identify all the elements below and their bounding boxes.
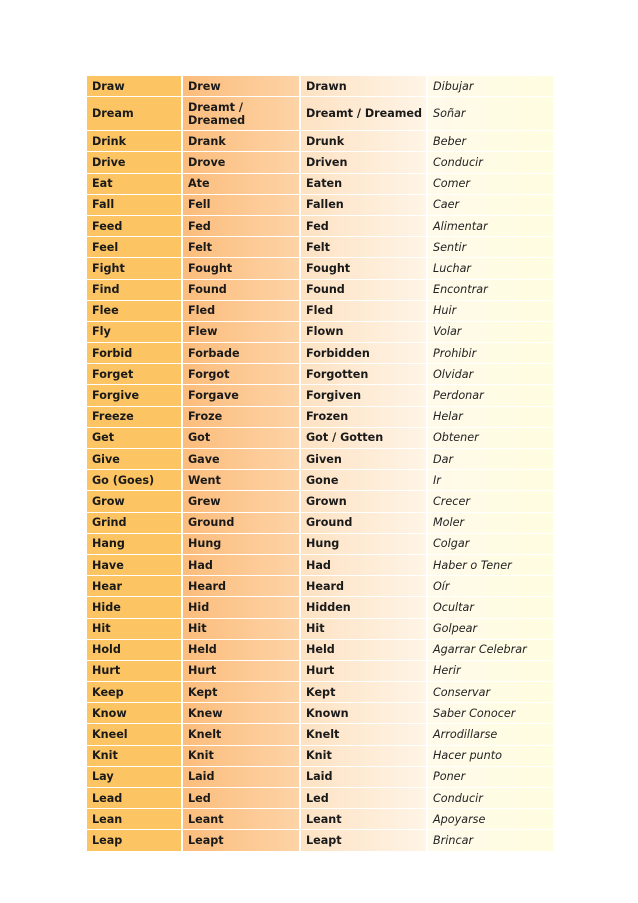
table-row: [87, 724, 553, 745]
verb-past-cell: Leant: [182, 809, 300, 830]
verb-spanish-cell: Conducir: [427, 788, 553, 809]
verb-past-cell: Drank: [182, 131, 300, 152]
verb-base-cell: Lay: [87, 766, 182, 787]
verb-participle-cell: Leant: [300, 809, 427, 830]
verb-participle-cell: Eaten: [300, 173, 427, 194]
table-row: [87, 809, 553, 830]
verb-past-cell: Gave: [182, 449, 300, 470]
table-row: [87, 660, 553, 681]
verb-participle-cell: Fled: [300, 300, 427, 321]
verb-spanish-cell: Apoyarse: [427, 809, 553, 830]
verb-spanish-cell: Haber o Tener: [427, 554, 553, 575]
verb-past-cell: Held: [182, 639, 300, 660]
verb-past-cell: Dreamt / Dreamed: [182, 97, 300, 131]
verb-participle-cell: Frozen: [300, 406, 427, 427]
table-row: [87, 321, 553, 342]
verb-spanish-cell: Conducir: [427, 152, 553, 173]
verb-base-cell: Fall: [87, 194, 182, 215]
table-row: [87, 639, 553, 660]
verb-participle-cell: Hidden: [300, 597, 427, 618]
verb-past-cell: Found: [182, 279, 300, 300]
verb-base-cell: Dream: [87, 97, 182, 131]
verb-past-cell: Fought: [182, 258, 300, 279]
verb-spanish-cell: Hacer punto: [427, 745, 553, 766]
verb-past-cell: Fled: [182, 300, 300, 321]
table-row: [87, 449, 553, 470]
table-row: [87, 682, 553, 703]
verb-participle-cell: Drawn: [300, 76, 427, 97]
verb-base-cell: Draw: [87, 76, 182, 97]
verb-base-cell: Lead: [87, 788, 182, 809]
verb-past-cell: Felt: [182, 237, 300, 258]
verb-spanish-cell: Agarrar Celebrar: [427, 639, 553, 660]
verb-participle-cell: Hung: [300, 533, 427, 554]
verb-past-cell: Ate: [182, 173, 300, 194]
verb-participle-cell: Held: [300, 639, 427, 660]
verb-spanish-cell: Olvidar: [427, 364, 553, 385]
verb-spanish-cell: Luchar: [427, 258, 553, 279]
verb-participle-cell: Flown: [300, 321, 427, 342]
verb-base-cell: Forget: [87, 364, 182, 385]
verb-base-cell: Hang: [87, 533, 182, 554]
table-row: [87, 788, 553, 809]
verb-past-cell: Heard: [182, 576, 300, 597]
table-row: [87, 554, 553, 575]
verb-participle-cell: Driven: [300, 152, 427, 173]
table-row: [87, 512, 553, 533]
verb-spanish-cell: Colgar: [427, 533, 553, 554]
verb-past-cell: Forgave: [182, 385, 300, 406]
verb-spanish-cell: Moler: [427, 512, 553, 533]
verb-participle-cell: Forgiven: [300, 385, 427, 406]
verb-participle-cell: Ground: [300, 512, 427, 533]
verb-spanish-cell: Encontrar: [427, 279, 553, 300]
verb-base-cell: Fly: [87, 321, 182, 342]
verb-spanish-cell: Dar: [427, 449, 553, 470]
verb-participle-cell: Fought: [300, 258, 427, 279]
table-row: [87, 618, 553, 639]
verb-spanish-cell: Poner: [427, 766, 553, 787]
verb-participle-cell: Known: [300, 703, 427, 724]
verb-past-cell: Hurt: [182, 660, 300, 681]
table-row: [87, 427, 553, 448]
verb-base-cell: Eat: [87, 173, 182, 194]
verb-past-cell: Grew: [182, 491, 300, 512]
verb-spanish-cell: Alimentar: [427, 215, 553, 236]
table-row: [87, 597, 553, 618]
table-row: [87, 406, 553, 427]
verb-spanish-cell: Ocultar: [427, 597, 553, 618]
verb-past-cell: Drove: [182, 152, 300, 173]
verb-spanish-cell: Brincar: [427, 830, 553, 851]
table-row: [87, 766, 553, 787]
verb-base-cell: Grow: [87, 491, 182, 512]
verb-base-cell: Kneel: [87, 724, 182, 745]
verb-participle-cell: Forgotten: [300, 364, 427, 385]
verb-base-cell: Forgive: [87, 385, 182, 406]
verb-base-cell: Go (Goes): [87, 470, 182, 491]
verb-base-cell: Knit: [87, 745, 182, 766]
verb-participle-cell: Led: [300, 788, 427, 809]
verb-base-cell: Give: [87, 449, 182, 470]
verb-past-cell: Ground: [182, 512, 300, 533]
verb-participle-cell: Found: [300, 279, 427, 300]
verb-participle-cell: Knit: [300, 745, 427, 766]
verbs-table-body: [87, 76, 553, 851]
verb-spanish-cell: Huir: [427, 300, 553, 321]
verb-spanish-cell: Prohibir: [427, 343, 553, 364]
verb-participle-cell: Grown: [300, 491, 427, 512]
verb-spanish-cell: Conservar: [427, 682, 553, 703]
verb-spanish-cell: Arrodillarse: [427, 724, 553, 745]
table-row: [87, 745, 553, 766]
verb-participle-cell: Hit: [300, 618, 427, 639]
verb-base-cell: Hold: [87, 639, 182, 660]
table-row: [87, 279, 553, 300]
verb-spanish-cell: Oír: [427, 576, 553, 597]
verb-base-cell: Leap: [87, 830, 182, 851]
verb-past-cell: Fed: [182, 215, 300, 236]
verb-past-cell: Knelt: [182, 724, 300, 745]
verb-spanish-cell: Crecer: [427, 491, 553, 512]
verb-past-cell: Had: [182, 554, 300, 575]
verb-past-cell: Fell: [182, 194, 300, 215]
verb-spanish-cell: Beber: [427, 131, 553, 152]
table-row: [87, 343, 553, 364]
verb-participle-cell: Drunk: [300, 131, 427, 152]
verb-spanish-cell: Comer: [427, 173, 553, 194]
verb-past-cell: Laid: [182, 766, 300, 787]
table-row: [87, 194, 553, 215]
table-row: [87, 470, 553, 491]
table-row: [87, 215, 553, 236]
table-row: [87, 576, 553, 597]
verb-spanish-cell: Golpear: [427, 618, 553, 639]
verb-past-cell: Led: [182, 788, 300, 809]
table-row: [87, 237, 553, 258]
verb-participle-cell: Given: [300, 449, 427, 470]
verb-participle-cell: Heard: [300, 576, 427, 597]
verb-base-cell: Hit: [87, 618, 182, 639]
verb-base-cell: Hide: [87, 597, 182, 618]
verb-past-cell: Forgot: [182, 364, 300, 385]
verb-participle-cell: Hurt: [300, 660, 427, 681]
table-row: [87, 364, 553, 385]
verb-spanish-cell: Herir: [427, 660, 553, 681]
table-row: [87, 385, 553, 406]
verb-base-cell: Fight: [87, 258, 182, 279]
verb-participle-cell: Fed: [300, 215, 427, 236]
verb-base-cell: Drink: [87, 131, 182, 152]
verb-spanish-cell: Dibujar: [427, 76, 553, 97]
verb-participle-cell: Knelt: [300, 724, 427, 745]
verb-participle-cell: Had: [300, 554, 427, 575]
table-row: [87, 131, 553, 152]
verb-past-cell: Forbade: [182, 343, 300, 364]
verb-base-cell: Have: [87, 554, 182, 575]
verb-base-cell: Feed: [87, 215, 182, 236]
verb-participle-cell: Felt: [300, 237, 427, 258]
table-row: [87, 533, 553, 554]
verb-past-cell: Drew: [182, 76, 300, 97]
table-row: [87, 258, 553, 279]
verb-base-cell: Forbid: [87, 343, 182, 364]
verb-past-cell: Got: [182, 427, 300, 448]
verb-base-cell: Get: [87, 427, 182, 448]
verb-spanish-cell: Sentir: [427, 237, 553, 258]
verb-spanish-cell: Helar: [427, 406, 553, 427]
verb-past-cell: Went: [182, 470, 300, 491]
verb-base-cell: Feel: [87, 237, 182, 258]
verb-past-cell: Flew: [182, 321, 300, 342]
verb-base-cell: Freeze: [87, 406, 182, 427]
verb-participle-cell: Dreamt / Dreamed: [300, 97, 427, 131]
table-row: [87, 703, 553, 724]
table-row: [87, 97, 553, 131]
verb-base-cell: Know: [87, 703, 182, 724]
verb-base-cell: Grind: [87, 512, 182, 533]
irregular-verbs-table: [87, 76, 553, 852]
verb-spanish-cell: Perdonar: [427, 385, 553, 406]
verb-spanish-cell: Ir: [427, 470, 553, 491]
verb-past-cell: Knit: [182, 745, 300, 766]
verb-spanish-cell: Obtener: [427, 427, 553, 448]
verb-spanish-cell: Volar: [427, 321, 553, 342]
verb-spanish-cell: Soñar: [427, 97, 553, 131]
verb-base-cell: Keep: [87, 682, 182, 703]
table-row: [87, 152, 553, 173]
verb-participle-cell: Gone: [300, 470, 427, 491]
verb-participle-cell: Fallen: [300, 194, 427, 215]
table-row: [87, 300, 553, 321]
verb-participle-cell: Forbidden: [300, 343, 427, 364]
verb-base-cell: Lean: [87, 809, 182, 830]
verb-participle-cell: Kept: [300, 682, 427, 703]
verb-base-cell: Hear: [87, 576, 182, 597]
verb-past-cell: Kept: [182, 682, 300, 703]
verb-base-cell: Drive: [87, 152, 182, 173]
verb-past-cell: Hid: [182, 597, 300, 618]
verb-spanish-cell: Caer: [427, 194, 553, 215]
table-row: [87, 173, 553, 194]
verb-spanish-cell: Saber Conocer: [427, 703, 553, 724]
verb-base-cell: Flee: [87, 300, 182, 321]
verb-base-cell: Find: [87, 279, 182, 300]
verb-participle-cell: Got / Gotten: [300, 427, 427, 448]
table-row: [87, 491, 553, 512]
verb-base-cell: Hurt: [87, 660, 182, 681]
table-row: [87, 830, 553, 851]
verb-past-cell: Hit: [182, 618, 300, 639]
verb-past-cell: Knew: [182, 703, 300, 724]
verb-past-cell: Leapt: [182, 830, 300, 851]
verb-past-cell: Hung: [182, 533, 300, 554]
verb-participle-cell: Leapt: [300, 830, 427, 851]
verb-past-cell: Froze: [182, 406, 300, 427]
table-row: [87, 76, 553, 97]
verb-participle-cell: Laid: [300, 766, 427, 787]
